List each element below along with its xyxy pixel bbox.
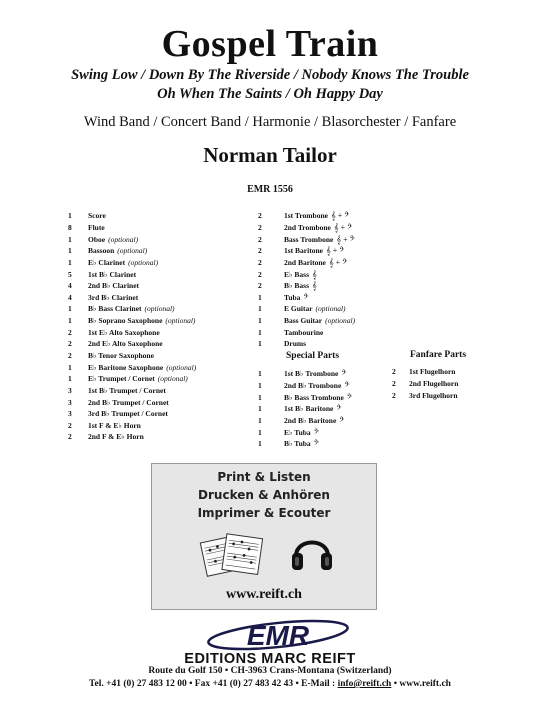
part-quantity: 2 <box>392 367 396 377</box>
part-quantity: 2 <box>68 327 72 337</box>
part-name: 2nd B♭ Trombone <box>284 380 342 390</box>
clef-icon: 𝄞 + 𝄢 <box>325 246 345 256</box>
part-quantity: 2 <box>392 378 396 388</box>
part-quantity: 1 <box>258 415 262 425</box>
clef-icon: 𝄢 <box>339 415 345 425</box>
special-parts-list <box>258 368 352 449</box>
part-quantity: 1 <box>68 304 72 314</box>
part-row <box>68 222 196 234</box>
part-name: E♭ Clarinet <box>88 257 126 267</box>
special-part-row <box>258 391 352 403</box>
part-row <box>258 222 355 234</box>
clef-icon: 𝄢 <box>341 369 347 379</box>
special-part-row <box>258 403 352 415</box>
part-row <box>258 245 355 257</box>
subtitle-line-1: Swing Low / Down By The Riverside / Nobody Knows The Trouble <box>71 67 469 83</box>
special-parts-heading: Special Parts <box>286 351 340 361</box>
part-name: B♭ Tuba <box>284 439 311 449</box>
part-name: 2nd Trombone <box>284 222 331 232</box>
part-name: Tambourine <box>284 327 324 337</box>
part-quantity: 1 <box>258 404 262 414</box>
part-quantity: 1 <box>258 339 262 349</box>
part-name: 2nd E♭ Alto Saxophone <box>88 339 163 349</box>
part-quantity: 1 <box>68 234 72 244</box>
part-quantity: 2 <box>258 257 262 267</box>
contact-phone-fax: Tel. +41 (0) 27 483 12 00 • Fax +41 (0) 27 483 42 43 • E-Mail : <box>89 679 338 689</box>
part-quantity: 4 <box>68 281 72 291</box>
part-name: 1st B♭ Clarinet <box>88 269 137 279</box>
part-quantity: 1 <box>68 211 72 221</box>
part-quantity: 1 <box>68 246 72 256</box>
part-row <box>68 350 196 362</box>
sheet-music-icon <box>196 528 266 578</box>
part-row <box>258 303 355 315</box>
part-row <box>68 408 196 420</box>
special-part-row <box>258 426 352 438</box>
part-quantity: 3 <box>68 385 72 395</box>
part-optional-note: (optional) <box>117 246 148 256</box>
part-quantity: 3 <box>68 397 72 407</box>
part-quantity: 2 <box>68 339 72 349</box>
part-name: E Guitar <box>284 304 313 314</box>
part-name: B♭ Bass <box>284 281 310 291</box>
part-quantity: 1 <box>258 380 262 390</box>
part-row <box>68 291 196 303</box>
part-row <box>68 268 196 280</box>
part-quantity: 1 <box>68 374 72 384</box>
part-name: 2nd F & E♭ Horn <box>88 432 144 442</box>
clef-icon: 𝄢 <box>313 427 319 437</box>
part-row <box>68 210 196 222</box>
part-row <box>258 291 355 303</box>
promo-line-print-listen: Print & Listen <box>217 470 311 484</box>
part-name: Score <box>88 211 106 221</box>
special-part-row <box>258 438 352 450</box>
print-listen-promo[interactable] <box>151 463 377 610</box>
catalog-number: EMR 1556 <box>247 184 293 195</box>
part-name: 2nd Flugelhorn <box>409 378 459 388</box>
part-row <box>258 315 355 327</box>
part-optional-note: (optional) <box>166 362 197 372</box>
parts-list-low-brass <box>258 210 355 350</box>
part-name: 1st B♭ Trumpet / Cornet <box>88 385 166 395</box>
part-quantity: 2 <box>392 390 396 400</box>
publisher-contact <box>0 679 540 689</box>
composer-name: Norman Tailor <box>203 143 337 167</box>
part-quantity: 1 <box>258 427 262 437</box>
fanfare-parts-heading: Fanfare Parts <box>410 350 467 360</box>
contact-email-link[interactable]: info@reift.ch <box>337 679 392 689</box>
subtitle-line-2: Oh When The Saints / Oh Happy Day <box>157 86 383 102</box>
page-title: Gospel Train <box>161 23 379 65</box>
emr-logo-mark: EMR <box>246 620 310 651</box>
special-part-row <box>258 380 352 392</box>
part-name: 1st F & E♭ Horn <box>88 420 141 430</box>
part-row <box>68 257 196 269</box>
clef-icon: 𝄢 <box>336 404 342 414</box>
clef-icon: 𝄢 <box>344 380 350 390</box>
part-quantity: 8 <box>68 222 72 232</box>
part-name: 1st Flugelhorn <box>409 367 456 377</box>
part-quantity: 2 <box>258 211 262 221</box>
contact-website: • www.reift.ch <box>391 679 451 689</box>
part-name: Bassoon <box>88 246 115 256</box>
part-row <box>68 361 196 373</box>
part-name: Bass Trombone <box>284 234 334 244</box>
part-optional-note: (optional) <box>157 374 188 384</box>
part-quantity: 1 <box>258 327 262 337</box>
part-quantity: 1 <box>258 316 262 326</box>
part-row <box>68 280 196 292</box>
publisher-address: Route du Golf 150 • CH-3963 Crans-Montana (Switzerland) <box>148 666 392 676</box>
part-quantity: 2 <box>258 234 262 244</box>
promo-website-link[interactable]: www.reift.ch <box>226 587 302 602</box>
fanfare-part-row <box>392 389 458 401</box>
part-row <box>68 233 196 245</box>
part-name: 2nd B♭ Clarinet <box>88 281 140 291</box>
parts-list-main <box>68 210 196 443</box>
part-name: E♭ Trumpet / Cornet <box>88 374 155 384</box>
part-name: 2nd B♭ Trumpet / Cornet <box>88 397 169 407</box>
part-row <box>68 385 196 397</box>
part-quantity: 1 <box>68 362 72 372</box>
part-row <box>258 210 355 222</box>
part-quantity: 2 <box>68 432 72 442</box>
part-name: 1st Trombone <box>284 211 328 221</box>
part-name: E♭ Bass <box>284 269 310 279</box>
part-row <box>68 303 196 315</box>
clef-icon: 𝄞 + 𝄢 <box>330 211 350 221</box>
part-quantity: 2 <box>68 420 72 430</box>
part-row <box>68 315 196 327</box>
part-quantity: 1 <box>68 257 72 267</box>
part-row <box>258 280 355 292</box>
part-name: B♭ Soprano Saxophone <box>88 316 163 326</box>
part-quantity: 1 <box>258 439 262 449</box>
part-row <box>68 420 196 432</box>
ensemble-list: Wind Band / Concert Band / Harmonie / Blasorchester / Fanfare <box>83 114 457 130</box>
promo-line-drucken: Drucken & Anhören <box>198 488 330 502</box>
part-name: E♭ Tuba <box>284 427 311 437</box>
part-name: 1st B♭ Baritone <box>284 404 334 414</box>
part-optional-note: (optional) <box>315 304 346 314</box>
part-row <box>258 338 355 350</box>
promo-line-imprimer: Imprimer & Ecouter <box>197 506 331 520</box>
part-row <box>68 338 196 350</box>
part-quantity: 2 <box>258 281 262 291</box>
part-name: 3rd B♭ Clarinet <box>88 292 139 302</box>
part-name: 1st B♭ Trombone <box>284 369 339 379</box>
clef-icon: 𝄢 <box>346 392 352 402</box>
part-row <box>258 233 355 245</box>
clef-icon: 𝄞 <box>312 281 317 291</box>
part-name: B♭ Tenor Saxophone <box>88 351 154 360</box>
part-name: E♭ Baritone Saxophone <box>88 362 164 372</box>
publisher-name: EDITIONS MARC REIFT <box>184 651 356 667</box>
fanfare-parts-list <box>392 366 458 401</box>
special-part-row <box>258 368 352 380</box>
part-row <box>68 245 196 257</box>
part-quantity: 1 <box>68 316 72 326</box>
part-quantity: 3 <box>68 409 72 419</box>
fanfare-part-row <box>392 378 458 390</box>
part-row <box>258 326 355 338</box>
part-optional-note: (optional) <box>144 304 175 314</box>
clef-icon: 𝄞 + 𝄢 <box>328 257 348 267</box>
part-name: 3rd B♭ Trumpet / Cornet <box>88 409 168 419</box>
part-row <box>68 431 196 443</box>
part-name: Oboe <box>88 234 106 244</box>
part-row <box>68 326 196 338</box>
part-quantity: 2 <box>258 269 262 279</box>
clef-icon: 𝄞 + 𝄢 <box>333 222 353 232</box>
part-name: 1st E♭ Alto Saxophone <box>88 327 160 337</box>
part-name: 1st Baritone <box>284 246 323 256</box>
part-name: Bass Guitar <box>284 316 323 326</box>
part-name: 2nd B♭ Baritone <box>284 415 337 425</box>
special-part-row <box>258 415 352 427</box>
part-quantity: 5 <box>68 269 72 279</box>
part-name: Tuba <box>284 292 301 302</box>
part-row <box>258 268 355 280</box>
part-name: Drums <box>284 339 307 349</box>
part-row <box>258 257 355 269</box>
clef-icon: 𝄢 <box>303 292 309 302</box>
clef-icon: 𝄞 + 𝄢 <box>336 234 355 244</box>
part-optional-note: (optional) <box>325 316 356 326</box>
part-quantity: 2 <box>258 246 262 256</box>
part-row <box>68 373 196 385</box>
headphones-icon <box>290 528 334 574</box>
clef-icon: 𝄢 <box>313 439 319 449</box>
part-quantity: 1 <box>258 392 262 402</box>
part-quantity: 4 <box>68 292 72 302</box>
part-optional-note: (optional) <box>128 257 159 267</box>
part-optional-note: (optional) <box>165 316 196 326</box>
part-row <box>68 396 196 408</box>
part-quantity: 1 <box>258 369 262 379</box>
part-quantity: 2 <box>68 351 72 360</box>
clef-icon: 𝄞 <box>312 269 317 279</box>
part-name: 3rd Flugelhorn <box>409 390 458 400</box>
part-name: B♭ Bass Trombone <box>284 392 344 402</box>
part-quantity: 1 <box>258 304 262 314</box>
part-quantity: 1 <box>258 292 262 302</box>
fanfare-part-row <box>392 366 458 378</box>
part-name: B♭ Bass Clarinet <box>88 304 142 314</box>
part-name: 2nd Baritone <box>284 257 326 267</box>
part-optional-note: (optional) <box>108 234 139 244</box>
part-name: Flute <box>88 222 105 232</box>
part-quantity: 2 <box>258 222 262 232</box>
